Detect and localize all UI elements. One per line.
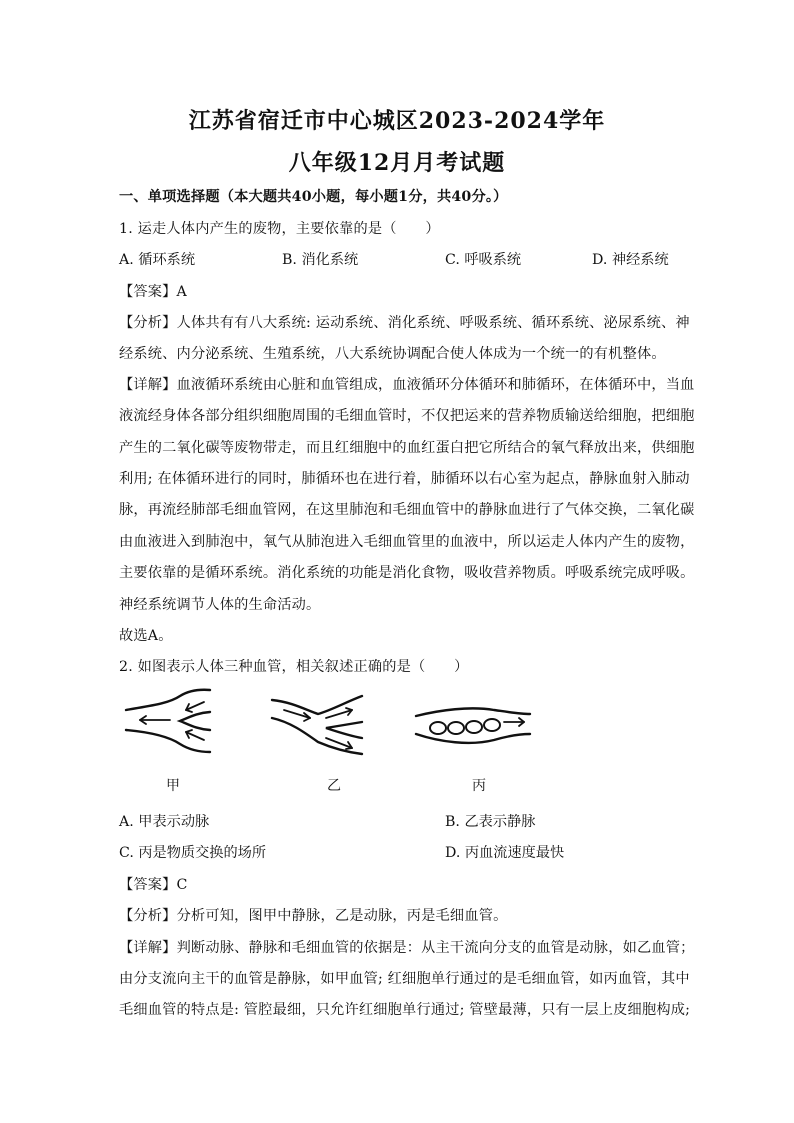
q2-option-a: A. 甲表示动脉 <box>119 814 210 830</box>
q2-option-b: B. 乙表示静脉 <box>445 814 536 830</box>
document-title-line2: 八年级12月月考试题 <box>288 150 506 176</box>
q1-stem: 1. 运走人体内产生的废物，主要依靠的是（ ） <box>119 221 440 237</box>
figure-label-bing: 丙 <box>472 778 486 794</box>
q1-analysis-line-1: 【分析】人体共有有八大系统: 运动系统、消化系统、呼吸系统、循环系统、泌尿系统、神 <box>119 315 690 331</box>
q2-detail-line-3: 毛细血管的特点是: 管腔最细，只允许红细胞单行通过; 管壁最薄，只有一层上皮细胞构成; <box>119 1002 691 1018</box>
q1-conclusion: 故选A。 <box>119 628 173 644</box>
figure-label-yi: 乙 <box>327 778 341 794</box>
vessel-bing-figure <box>410 700 534 752</box>
document-title-line1: 江苏省宿迁市中心城区2023-2024学年 <box>188 108 606 134</box>
vessel-jia-figure <box>118 686 218 756</box>
q1-option-c: C. 呼吸系统 <box>445 252 522 268</box>
q1-detail-line-5: 脉，再流经肺部毛细血管网，在这里肺泡和毛细血管中的静脉血进行了气体交换，二氧化碳 <box>119 502 695 518</box>
q2-analysis-line: 【分析】分析可知，图甲中静脉，乙是动脉，丙是毛细血管。 <box>119 908 508 924</box>
q1-detail-line-1: 【详解】血液循环系统由心脏和血管组成，血液循环分体循环和肺循环，在体循环中，当血 <box>119 377 695 393</box>
q1-detail-line-3: 产生的二氧化碳等废物带走，而且红细胞中的血红蛋白把它所结合的氧气释放出来，供细胞 <box>119 440 695 456</box>
q1-detail-line-8: 神经系统调节人体的生命活动。 <box>119 597 321 613</box>
q1-answer: 【答案】A <box>119 284 187 300</box>
q1-analysis-line-2: 经系统、内分泌系统、生殖系统，八大系统协调配合使人体成为一个统一的有机整体。 <box>119 346 666 362</box>
q2-detail-line-2: 由分支流向主干的血管是静脉，如甲血管; 红细胞单行通过的是毛细血管，如丙血管，其中 <box>119 971 690 987</box>
q1-option-a: A. 循环系统 <box>119 252 196 268</box>
q2-answer: 【答案】C <box>119 877 188 893</box>
q1-detail-line-4: 利用; 在体循环进行的同时，肺循环也在进行着，肺循环以右心室为起点，静脉血射入肺动 <box>119 471 690 487</box>
q1-option-b: B. 消化系统 <box>282 252 359 268</box>
section-heading: 一、单项选择题（本大题共40小题，每小题1分，共40分。） <box>119 189 508 205</box>
vessel-yi-figure <box>266 688 370 760</box>
q1-detail-line-6: 由血液进入到肺泡中，氧气从肺泡进入毛细血管里的血液中，所以运走人体内产生的废物， <box>119 534 695 550</box>
q2-stem: 2. 如图表示人体三种血管，相关叙述正确的是（ ） <box>119 659 469 675</box>
q2-option-c: C. 丙是物质交换的场所 <box>119 845 267 861</box>
q2-detail-line-1: 【详解】判断动脉、静脉和毛细血管的依据是：从主干流向分支的血管是动脉，如乙血管； <box>119 940 695 956</box>
q2-detail-tag: 【详解】 <box>119 940 177 956</box>
q2-analysis-tag: 【分析】 <box>119 908 177 924</box>
q1-detail-line-7: 主要依靠的是循环系统。消化系统的功能是消化食物，吸收营养物质。呼吸系统完成呼吸。 <box>119 565 695 581</box>
q2-option-d: D. 丙血流速度最快 <box>445 845 565 861</box>
q1-analysis-tag: 【分析】 <box>119 315 177 331</box>
figure-label-jia: 甲 <box>166 778 180 794</box>
q1-option-d: D. 神经系统 <box>592 252 669 268</box>
q1-detail-line-2: 液流经身体各部分组织细胞周围的毛细血管时，不仅把运来的营养物质输送给细胞，把细胞 <box>119 408 695 424</box>
q1-detail-tag: 【详解】 <box>119 377 177 393</box>
